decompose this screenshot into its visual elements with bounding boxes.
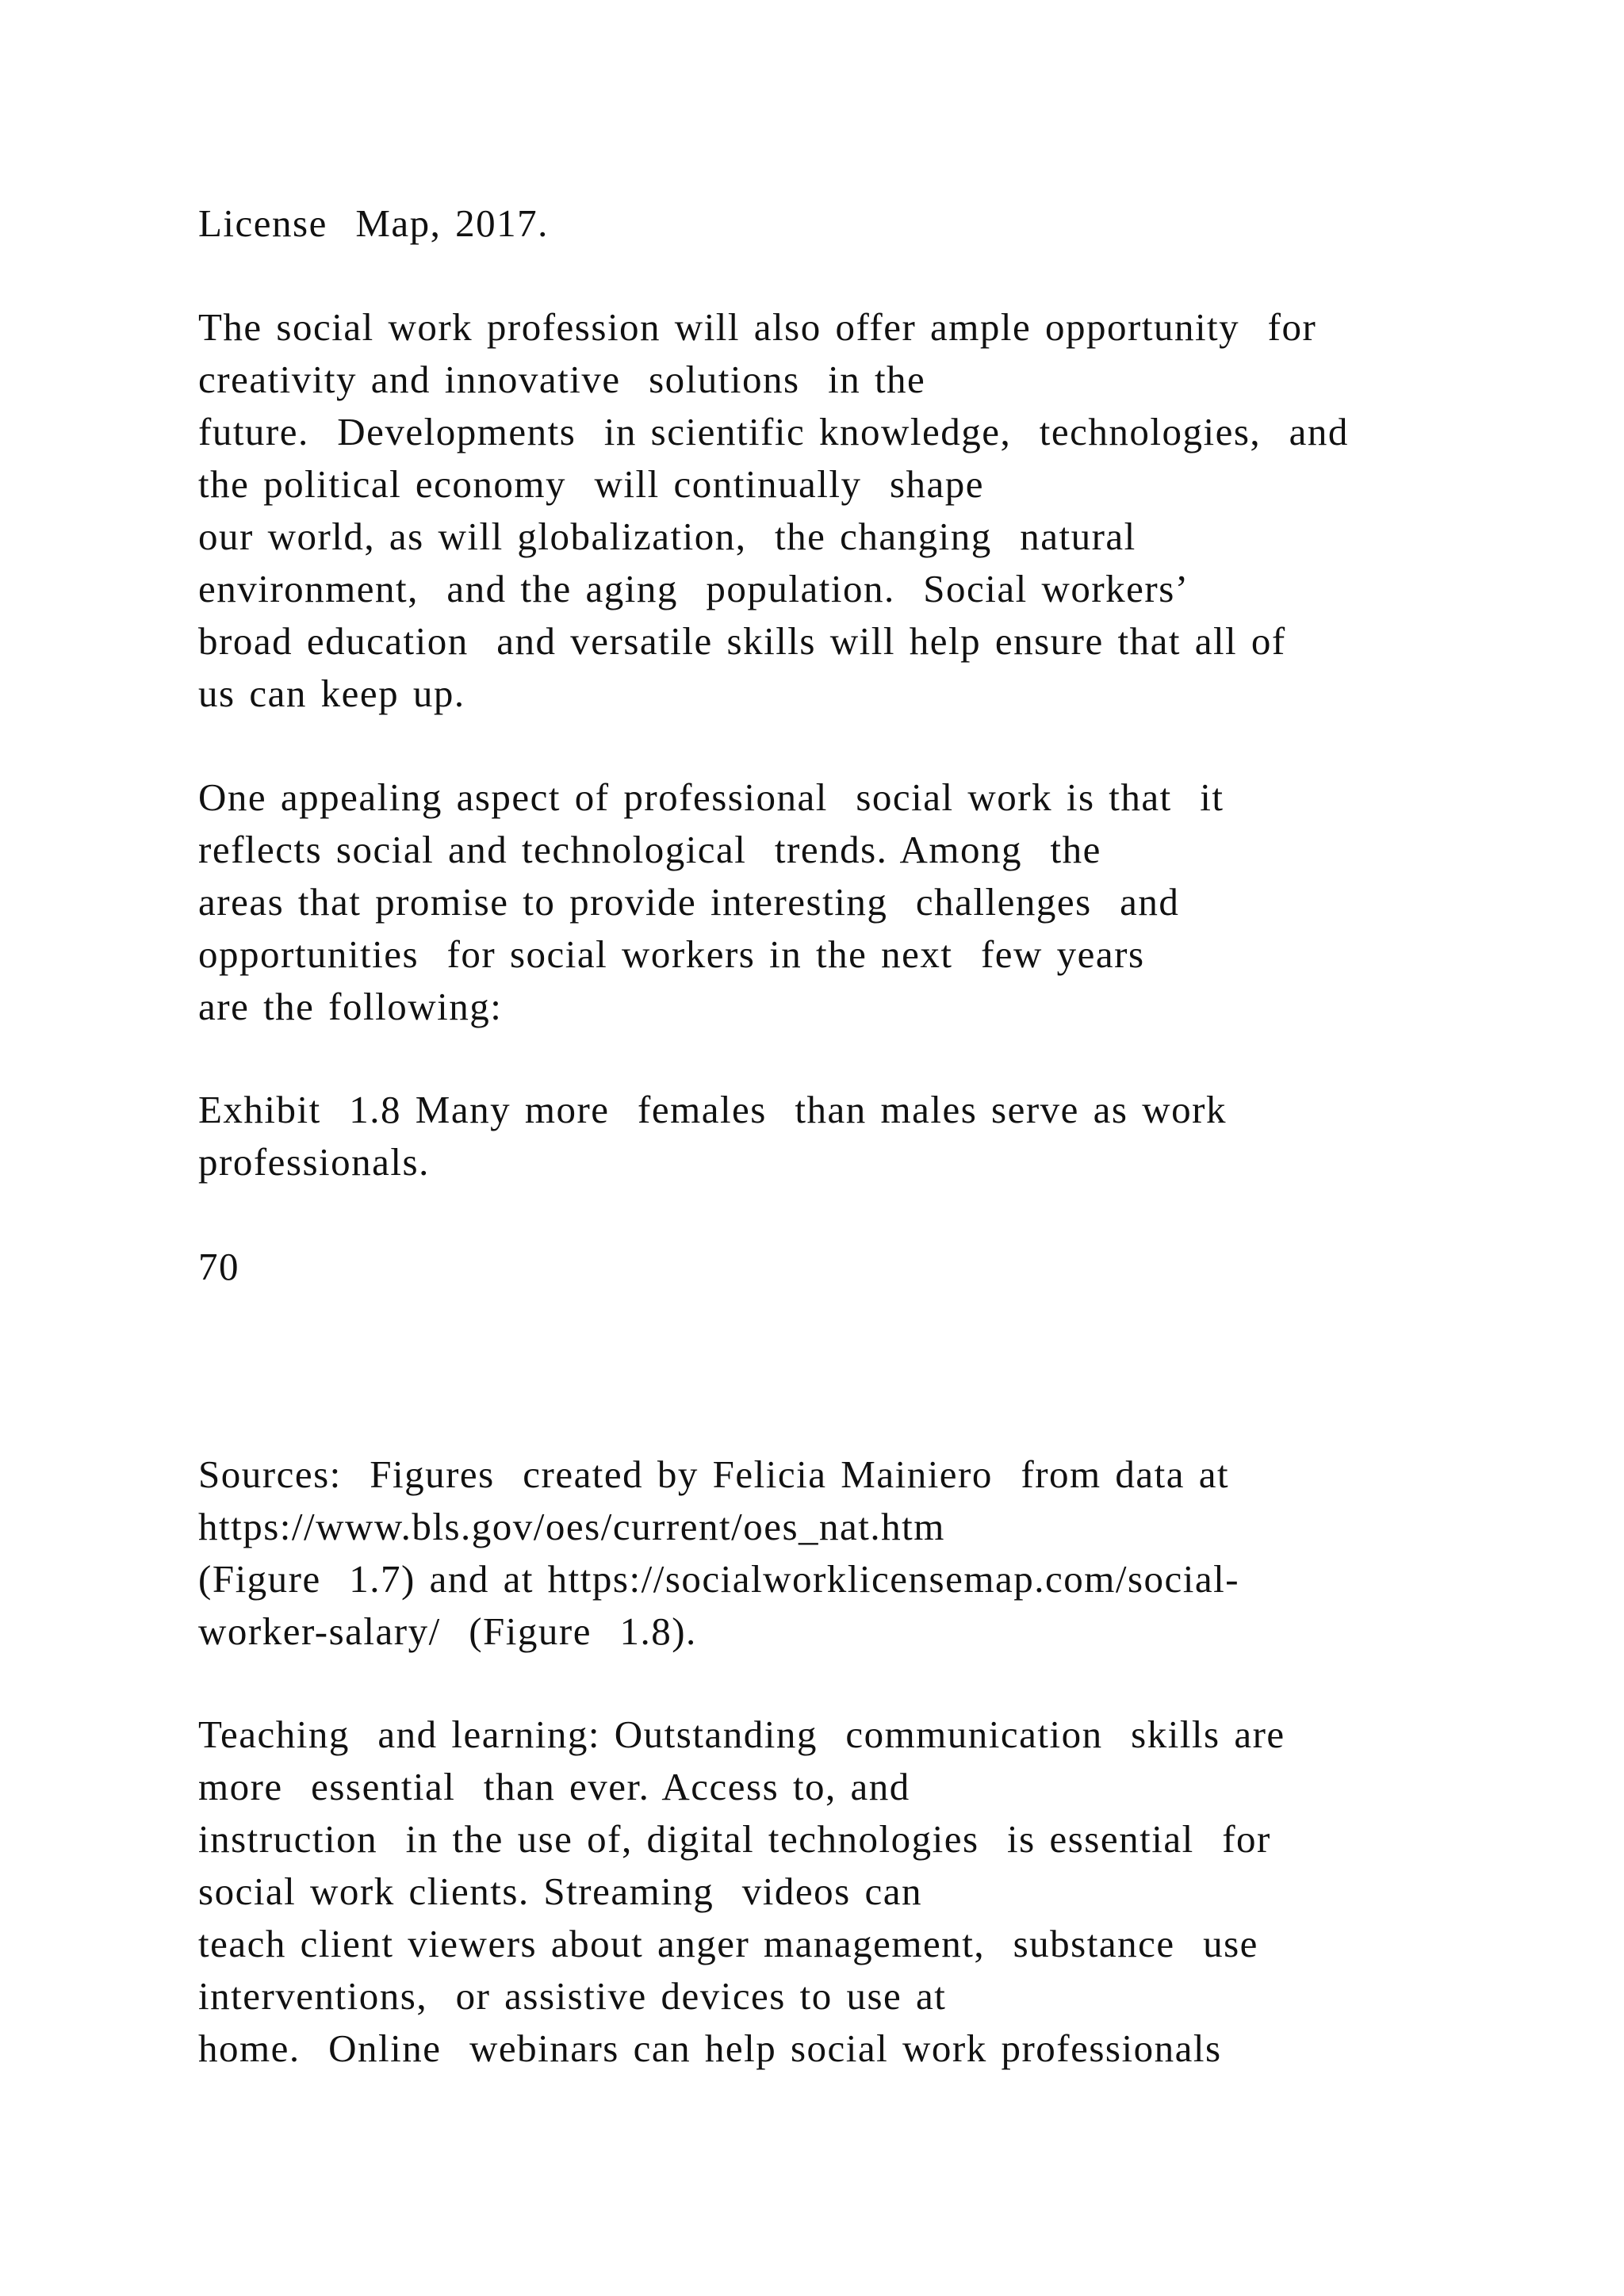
paragraph-3-line-7: home. Online webinars can help social work professionals [198,2026,1222,2070]
exhibit-caption-line-1: Exhibit 1.8 Many more females than males serve as work [198,1088,1227,1131]
paragraph-1-line-6: environment, and the aging population. Social workers’ [198,567,1189,610]
header-line: License Map, 2017. [198,201,549,245]
paragraph-1-line-5: our world, as will globalization, the changing natural [198,515,1136,558]
paragraph-2-line-1: One appealing aspect of professional social work is that it [198,775,1224,819]
paragraph-1-line-4: the political economy will continually shape [198,462,985,506]
sources-line-2: https://www.bls.gov/oes/current/oes_nat.htm [198,1505,945,1548]
paragraph-3-line-4: social work clients. Streaming videos can [198,1869,922,1913]
paragraph-2-line-2: reflects social and technological trends. Among the [198,828,1101,871]
paragraph-1-line-2: creativity and innovative solutions in the [198,358,926,401]
paragraph-3-line-2: more essential than ever. Access to, and [198,1765,910,1808]
paragraph-3-line-3: instruction in the use of, digital technologies is essential for [198,1817,1271,1861]
paragraph-2-line-4: opportunities for social workers in the next few years [198,932,1145,976]
paragraph-1-line-3: future. Developments in scientific knowledge, technologies, and [198,410,1349,453]
paragraph-2-line-3: areas that promise to provide interesting challenges and [198,880,1180,924]
page-number: 70 [198,1245,239,1288]
paragraph-1-line-8: us can keep up. [198,672,465,715]
paragraph-1-line-1: The social work profession will also offer ample opportunity for [198,305,1317,349]
paragraph-2-line-5: are the following: [198,985,503,1028]
sources-line-1: Sources: Figures created by Felicia Mainiero from data at [198,1452,1230,1496]
exhibit-caption-line-2: professionals. [198,1140,430,1184]
paragraph-1-line-7: broad education and versatile skills will help ensure that all of [198,619,1286,663]
paragraph-3-line-6: interventions, or assistive devices to use at [198,1974,947,2018]
paragraph-3-line-5: teach client viewers about anger management, substance use [198,1922,1258,1965]
sources-line-3: (Figure 1.7) and at https://socialworklicensemap.com/social- [198,1557,1240,1601]
sources-line-4: worker-salary/ (Figure 1.8). [198,1609,697,1653]
paragraph-3-line-1: Teaching and learning: Outstanding communication skills are [198,1712,1285,1756]
